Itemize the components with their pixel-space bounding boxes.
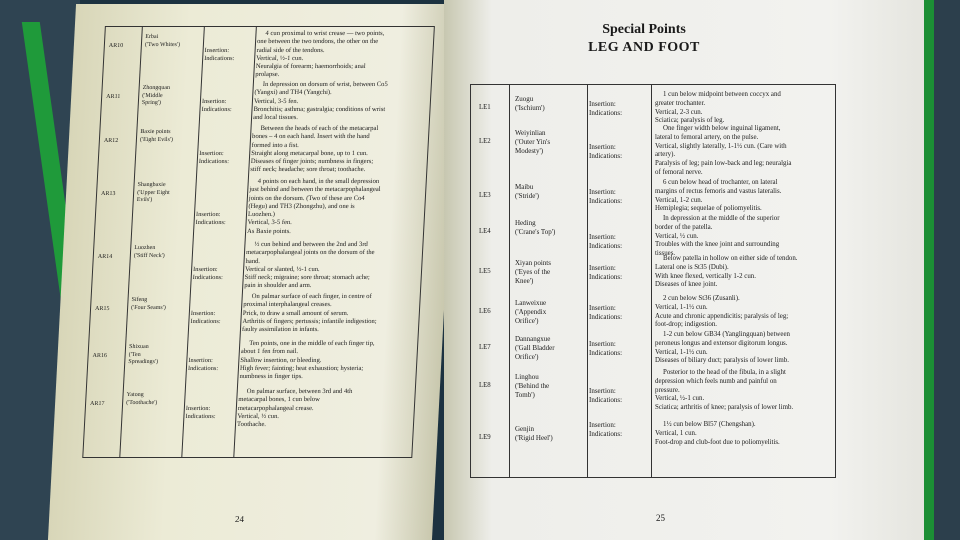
text-line: Between the heads of each of the metacarpal — [260, 125, 379, 132]
text-line: Insertion: — [201, 97, 227, 105]
text-line: formed into a fist. — [251, 141, 300, 149]
field-labels — [589, 143, 649, 162]
text-line: Linghou — [515, 373, 539, 382]
text-line: Yatong — [126, 392, 144, 399]
point-description — [655, 215, 833, 259]
page-number: 25 — [656, 513, 665, 523]
left-page — [48, 4, 460, 540]
text-line: Zuogu — [515, 95, 534, 104]
text-line: Sciatica; arthritis of knee; paralysis of lower limb. — [655, 404, 794, 412]
text-line: With knee flexed, vertically 1-2 cun. — [655, 272, 756, 280]
text-line: numbness in finger tips. — [239, 373, 304, 381]
text-line: Indications: — [589, 152, 623, 160]
text-line: Shangbaxie — [137, 182, 166, 189]
text-line: Evils') — [136, 197, 153, 204]
field-labels — [188, 357, 237, 373]
text-line: Diseases of knee joint. — [655, 281, 718, 289]
text-line: artery). — [655, 151, 676, 159]
field-labels — [589, 100, 649, 119]
text-line: ('Eight Evils') — [139, 136, 174, 143]
text-line: Erbai — [145, 34, 159, 41]
text-line: Indications: — [204, 54, 235, 62]
text-line: Indications: — [192, 274, 224, 282]
text-line: Vertical, ½-1 cun. — [655, 395, 705, 403]
text-line: Foot-drop and club-foot due to poliomyelitis. — [655, 438, 780, 446]
text-line: 1-2 cun below GB34 (Yanglingquan) between — [663, 331, 790, 338]
text-line: metacarpophalangeal crease. — [237, 404, 314, 412]
text-line: Insertion: — [188, 356, 214, 364]
text-line: Insertion: — [589, 232, 616, 241]
text-line: 4 cun proximal to wrist crease — two points, — [265, 30, 385, 37]
text-line: Weiyinlian — [515, 129, 546, 138]
text-line: prolapse. — [255, 71, 280, 79]
text-line: Indications: — [198, 158, 230, 166]
text-line: Acute and chronic appendicitis; paralysis of leg; — [655, 312, 789, 320]
text-line: Insertion: — [589, 263, 616, 272]
text-line: bones – 4 on each hand. Insert with the hand — [251, 133, 370, 141]
text-line: Insertion: — [589, 142, 616, 151]
point-description — [242, 293, 416, 334]
text-line: just behind and between the metacarpophalangeal — [249, 186, 381, 194]
point-name — [137, 182, 196, 205]
text-line: In depression at the middle of the superior — [663, 215, 780, 222]
text-line: Indications: — [185, 412, 216, 420]
text-line: Indications: — [195, 219, 226, 227]
text-line: Tomb') — [515, 390, 535, 399]
text-line: Insertion: — [589, 303, 616, 312]
text-line: Sifeng — [131, 297, 148, 304]
text-line: one between the two tendons, the other on the — [256, 38, 379, 46]
text-line: Vertical, 1 cun. — [655, 429, 697, 437]
point-description — [655, 255, 833, 290]
point-description — [655, 369, 833, 413]
text-line: Below patella in hollow on either side of tendon. — [663, 255, 798, 262]
text-line: Orifice') — [515, 352, 539, 361]
text-line: One finger width below inguinal ligament, — [663, 125, 781, 132]
text-line: Maibu — [515, 183, 534, 192]
text-line: Troubles with the knee joint and surrounding — [655, 241, 780, 249]
text-line: of femoral nerve. — [655, 168, 703, 176]
point-description — [655, 331, 833, 366]
text-line: proximal interphalangeal creases. — [243, 301, 332, 309]
text-line: ('Stride') — [515, 191, 539, 200]
text-line: margins of rectus femoris and vastus lateralis. — [655, 187, 782, 195]
point-code: AR14 — [97, 254, 113, 261]
text-line: As Baxie points. — [246, 227, 292, 235]
text-line: Posterior to the head of the fibula, in a slight — [663, 369, 786, 376]
text-line: Insertion: — [589, 421, 616, 429]
text-line: Vertical, 1-1½ cun. — [655, 303, 708, 311]
text-line: depression which feels numb and painful on — [655, 377, 777, 385]
text-line: Vertical, ½-1 cun. — [256, 54, 304, 62]
text-line: foot-drop; indigestion. — [655, 321, 718, 329]
point-code: LE8 — [479, 382, 491, 390]
point-code: AR10 — [108, 43, 124, 50]
text-line: Vertical, ½ cun. — [655, 232, 699, 240]
point-name — [515, 129, 587, 155]
text-line: Orifice') — [515, 316, 539, 325]
text-line: Spring') — [141, 100, 162, 107]
text-line: ('Four Seams') — [130, 304, 166, 311]
page-number: 24 — [234, 514, 245, 524]
field-labels — [589, 421, 649, 440]
text-line: ('Two Whites') — [144, 41, 181, 48]
text-line: Knee') — [515, 276, 534, 285]
point-code: AR13 — [100, 191, 116, 198]
text-line: metacarpophalangeal joints on the dorsum of the — [245, 249, 375, 257]
text-line: stiff neck; headache; sore throat; toothache. — [250, 166, 366, 174]
text-line: radial side of the tendons. — [256, 46, 325, 54]
text-line: ('Appendix — [515, 307, 547, 316]
text-line: Vertical, 3-5 fen. — [253, 97, 299, 105]
point-code: LE4 — [479, 228, 491, 236]
text-line: Stiff neck; migraine; sore throat; stomach ache; — [244, 274, 371, 282]
field-labels — [589, 188, 649, 207]
text-line: Vertical, 1-1½ cun. — [655, 348, 708, 356]
field-labels — [589, 340, 649, 359]
text-line: Diseases of finger joints; numbness in fingers; — [250, 158, 374, 166]
text-line: (Yangxi) and TH4 (Yangchi). — [254, 89, 332, 97]
text-line: Insertion: — [589, 187, 616, 196]
point-name — [515, 425, 587, 442]
text-line: Toothache. — [236, 421, 267, 429]
text-line: Xiyan points — [515, 259, 551, 268]
point-description — [244, 241, 419, 291]
text-line: ('Middle — [142, 92, 163, 99]
text-line: On palmar surface, between 3rd and 4th — [246, 388, 353, 395]
field-labels — [185, 405, 234, 421]
text-line: Luozhen.) — [247, 211, 276, 219]
point-name — [134, 245, 193, 260]
text-line: peroneus longus and extensor digitorum longus. — [655, 339, 788, 347]
column-divider — [651, 85, 652, 477]
text-line: Sciatica; paralysis of leg. — [655, 117, 725, 125]
point-description — [253, 81, 427, 122]
text-line: Insertion: — [185, 404, 211, 412]
text-line: ('Gall Bladder — [515, 343, 555, 352]
text-line: and local tissues. — [252, 114, 299, 122]
point-description — [655, 179, 833, 214]
text-line: Lanweixue — [515, 299, 547, 308]
point-name — [515, 335, 587, 361]
text-line: 1 cun below midpoint between coccyx and — [663, 91, 781, 98]
text-line: Vertical or slanted, ½-1 cun. — [244, 265, 320, 273]
text-line: Shallow insertion, or bleeding. — [240, 356, 322, 364]
point-code: AR16 — [92, 353, 108, 360]
text-line: ('Rigid Heel') — [515, 433, 553, 442]
text-line: hand. — [245, 257, 261, 265]
point-description — [237, 388, 411, 429]
field-labels — [195, 211, 244, 227]
text-line: Indications: — [589, 109, 623, 118]
text-line: 2 cun below St36 (Zusanli). — [663, 295, 740, 302]
text-line: Baxie points — [140, 129, 171, 136]
text-line: joints on the dorsum. (Two of these are Co4 — [248, 194, 365, 202]
text-line: ('Crane's Top') — [515, 227, 556, 236]
left-table — [82, 26, 435, 458]
field-labels — [589, 264, 649, 283]
text-line: ½ cun behind and between the 2nd and 3rd — [254, 241, 368, 248]
right-table — [470, 84, 836, 478]
text-line: Luozhen — [134, 245, 156, 252]
field-labels — [192, 266, 241, 282]
point-code: AR12 — [103, 138, 119, 145]
text-line: ('Upper Eight — [137, 189, 170, 196]
point-code: LE2 — [479, 138, 491, 146]
text-line: (Hegu) and TH3 (Zhongzhu), and one is — [248, 202, 355, 210]
point-code: AR11 — [105, 94, 121, 101]
point-description — [655, 421, 833, 447]
text-line: Insertion: — [589, 386, 616, 395]
text-line: ('Toothache') — [125, 399, 158, 406]
text-line: 6 cun below head of trochanter, on lateral — [663, 179, 778, 186]
point-code: LE3 — [479, 192, 491, 200]
text-line: Dannangxue — [515, 335, 551, 344]
text-line: Indications: — [190, 317, 221, 325]
text-line: Modesty') — [515, 146, 544, 155]
right-page — [444, 0, 924, 540]
text-line: Vertical, ½ cun. — [237, 412, 280, 420]
text-line: Shixuan — [128, 344, 149, 351]
point-description — [255, 30, 430, 80]
text-line: Indications: — [589, 273, 623, 282]
text-line: Ten points, one in the middle of each finger tip, — [249, 340, 375, 347]
page-subtitle: LEG AND FOOT — [588, 40, 700, 55]
point-code: LE6 — [479, 308, 491, 316]
text-line: Vertical, 2-3 cun. — [655, 108, 703, 116]
point-name — [140, 129, 199, 144]
point-code: AR17 — [89, 401, 105, 408]
text-line: ('Outer Yin's — [515, 137, 551, 146]
field-labels — [201, 98, 250, 114]
point-code: LE1 — [479, 104, 491, 112]
point-code: LE9 — [479, 434, 491, 442]
point-name — [515, 219, 587, 236]
text-line: Indications: — [589, 349, 623, 358]
text-line: ('Eyes of the — [515, 267, 551, 276]
point-name — [145, 34, 204, 49]
text-line: Indications: — [589, 396, 623, 404]
field-labels — [190, 310, 239, 326]
point-name — [515, 299, 587, 325]
text-line: metacarpal bones, 1 cun below — [238, 396, 320, 404]
text-line: Indications: — [589, 242, 623, 250]
text-line: Lateral one is St35 (Dubi). — [655, 263, 729, 271]
point-name — [515, 183, 587, 200]
text-line: ('Ten — [128, 351, 141, 358]
text-line: Insertion: — [192, 265, 218, 273]
point-description — [655, 125, 833, 178]
text-line: Diseases of biliary duct; paralysis of lower limb. — [655, 357, 789, 365]
text-line: In depression on dorsum of wrist, between Co5 — [262, 81, 388, 88]
point-name — [515, 259, 587, 285]
text-line: Indications: — [187, 364, 219, 372]
point-name — [515, 373, 587, 399]
text-line: Insertion: — [589, 339, 616, 348]
text-line: pressure. — [655, 386, 680, 394]
text-line: Arthritis of fingers; pertussis; infantile indigestion; — [242, 317, 377, 325]
field-labels — [589, 387, 649, 406]
text-line: Straight along metacarpal bone, up to 1 cun. — [251, 149, 369, 157]
text-line: Prick, to draw a small amount of serum. — [242, 309, 349, 317]
text-line: faulty assimilation in infants. — [241, 326, 320, 334]
text-line: On palmar surface of each finger, in centre of — [251, 293, 372, 300]
point-name — [128, 344, 187, 367]
point-code: LE5 — [479, 268, 491, 276]
text-line: tissues. — [655, 250, 676, 258]
field-labels — [204, 47, 253, 63]
text-line: 4 points on each hand, in the small depression — [257, 178, 380, 185]
text-line: Insertion: — [195, 211, 221, 219]
text-line: Insertion: — [204, 46, 230, 54]
text-line: lateral to femoral artery, on the pulse. — [655, 133, 759, 141]
text-line: Insertion: — [589, 99, 616, 108]
text-line: ('Ischium') — [515, 103, 545, 112]
text-line: Heding — [515, 219, 536, 228]
text-line: Vertical, 3-5 fen. — [247, 219, 293, 227]
text-line: ('Behind the — [515, 381, 550, 390]
text-line: Vertical, 1-2 cun. — [655, 196, 703, 204]
field-labels — [589, 233, 649, 252]
point-description — [239, 340, 413, 381]
text-line: Insertion: — [199, 149, 224, 157]
text-line: Indications: — [589, 197, 623, 206]
point-name — [515, 95, 587, 112]
text-line: Spreadings') — [128, 359, 159, 366]
text-line: Neuralgia of forearm; haemorrhoids; anal — [255, 63, 366, 71]
point-description — [655, 295, 833, 330]
point-description — [250, 125, 425, 175]
point-description — [655, 91, 833, 126]
field-labels — [589, 304, 649, 323]
point-name — [131, 297, 190, 312]
text-line: Vertical, slightly laterally, 1-1½ cun. (Care with — [655, 142, 787, 150]
text-line: Insertion: — [190, 309, 216, 317]
point-code: AR15 — [94, 306, 110, 313]
text-line: border of the patella. — [655, 223, 713, 231]
point-name — [142, 85, 201, 108]
text-line: Hemiplegia; sequelae of poliomyelitis. — [655, 205, 762, 213]
page-title: Special Points — [602, 22, 686, 37]
field-labels — [199, 150, 248, 166]
text-line: 1½ cun below Bl57 (Chengshan). — [663, 421, 756, 428]
text-line: Genjin — [515, 425, 535, 434]
text-line: ('Stiff Neck') — [133, 252, 165, 259]
column-divider — [587, 85, 588, 477]
text-line: Zhongquan — [142, 85, 171, 92]
point-name — [126, 392, 185, 407]
text-line: Indications: — [201, 105, 232, 113]
text-line: Indications: — [589, 430, 623, 439]
point-code: LE7 — [479, 344, 491, 352]
point-description — [247, 178, 422, 236]
text-line: Indications: — [589, 313, 623, 322]
text-line: pain in shoulder and arm. — [244, 282, 312, 290]
text-line: about 1 fen from nail. — [240, 348, 299, 356]
text-line: Paralysis of leg; pain low-back and leg; neuralgia — [655, 160, 792, 168]
text-line: High fever; fainting; heat exhaustion; hysteria; — [239, 364, 364, 372]
text-line: greater trochanter. — [655, 99, 706, 107]
column-divider — [509, 85, 510, 477]
text-line: Bronchitis; asthma; gastralgia; conditions of wrist — [253, 105, 386, 113]
